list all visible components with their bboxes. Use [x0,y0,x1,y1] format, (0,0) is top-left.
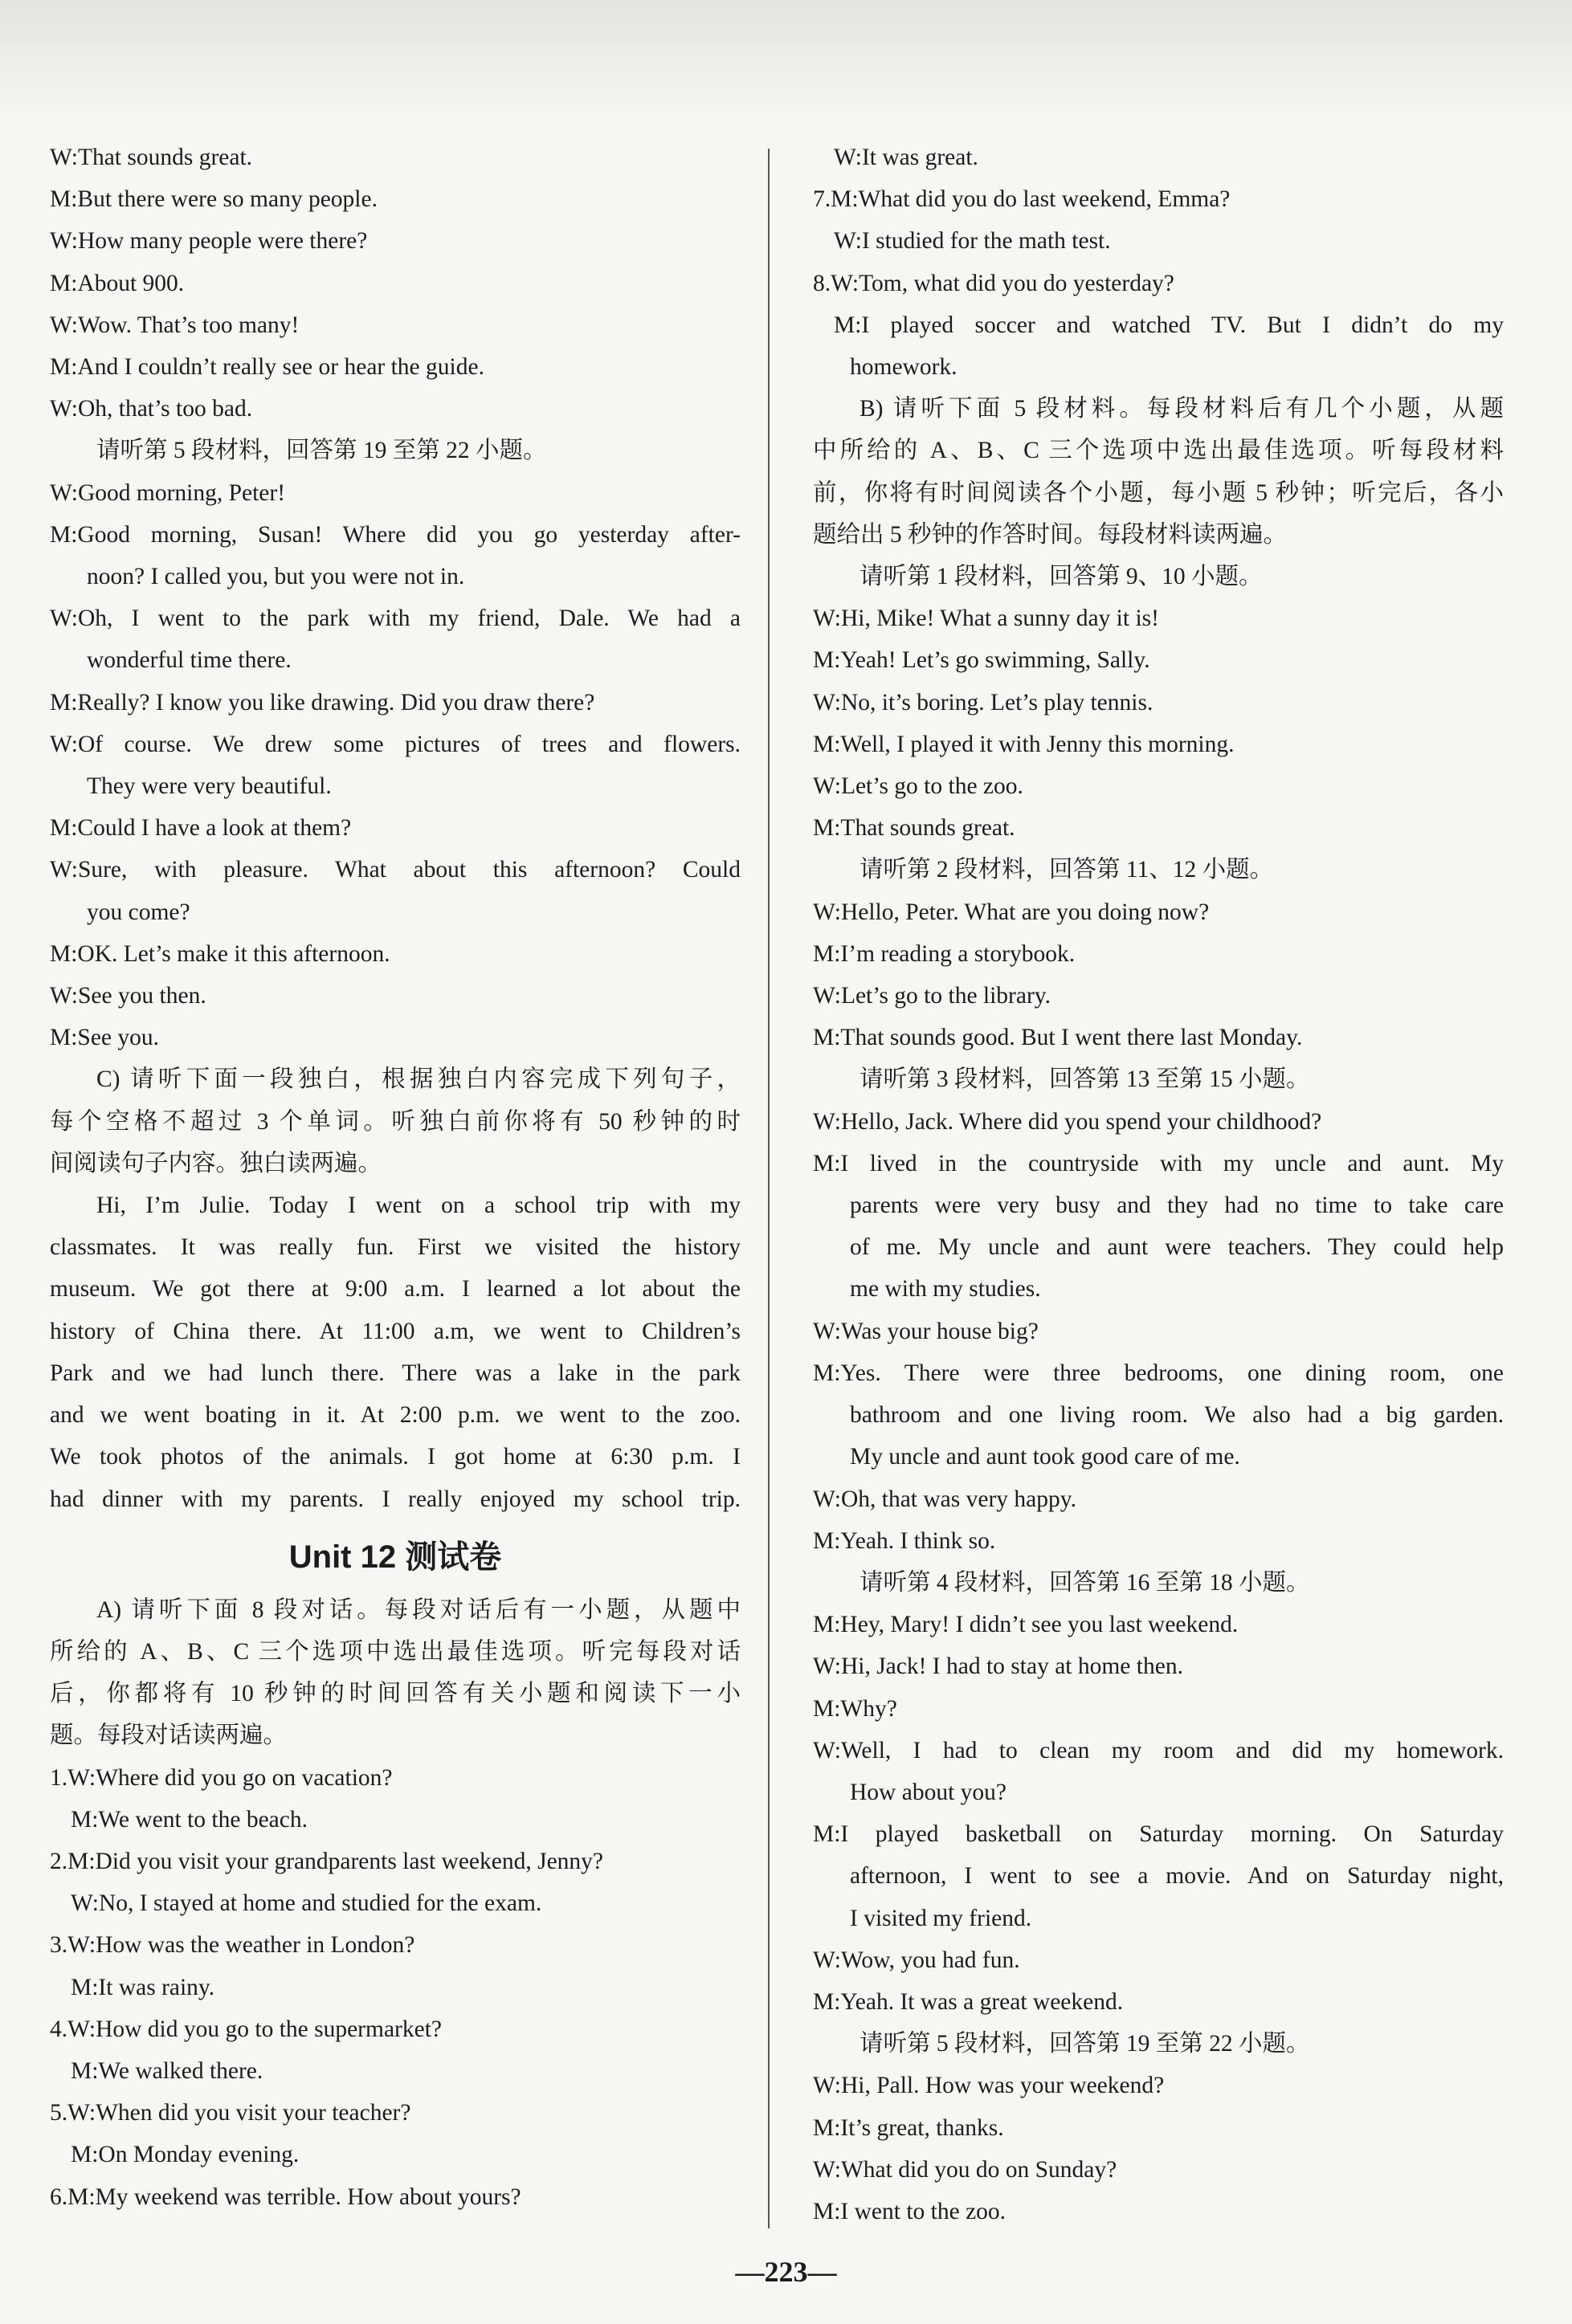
text-line: Park and we had lunch there. There was a lake in the park [50,1360,741,1386]
text-line: M:Really? I know you like drawing. Did you draw there? [50,689,595,716]
text-line: W:I studied for the math test. [834,228,1111,255]
text-line: M:I played basketball on Saturday morning. On Saturday [813,1821,1504,1848]
text-line: W:Hello, Peter. What are you doing now? [813,899,1210,925]
text-line: 每个空格不超过 3 个单词。听独白前你将有 50 秒钟的时 [50,1108,741,1135]
text-line: had dinner with my parents. I really enjoyed my school trip. [50,1486,741,1512]
text-line: 后，你都将有 10 秒钟的时间回答有关小题和阅读下一小 [50,1681,741,1707]
text-line: M:About 900. [50,270,185,296]
text-line: bathroom and one living room. We also had a big garden. [850,1402,1504,1429]
text-line: 7.M:What did you do last weekend, Emma? [813,186,1231,213]
text-line: M:Why? [813,1695,897,1722]
text-line: M:That sounds great. [813,815,1015,842]
text-line: M:I’m reading a storybook. [813,940,1076,967]
text-line: 请听第 5 段材料，回答第 19 至第 22 小题。 [859,2031,1310,2057]
scan-top-shadow [0,0,1572,120]
text-line: of me. My uncle and aunt were teachers. They could help [850,1234,1504,1261]
text-line: 4.W:How did you go to the supermarket? [50,2016,443,2042]
text-line: W:Let’s go to the library. [813,983,1051,1009]
text-line: classmates. It was really fun. First we visited the history [50,1234,741,1261]
text-line: W:No, I stayed at home and studied for the exam. [71,1890,542,1917]
section-title: Unit 12 测试卷 [288,1539,502,1575]
text-line: 前，你将有时间阅读各个小题，每小题 5 秒钟；听完后，各小 [813,479,1504,506]
text-line: W:It was great. [834,145,978,170]
text-line: W:Well, I had to clean my room and did my homework. [813,1737,1504,1763]
text-line: M:Could I have a look at them? [50,815,352,842]
text-line: W:Good morning, Peter! [50,479,286,506]
text-line: wonderful time there. [87,647,292,674]
text-line: W:See you then. [50,983,206,1009]
text-line: 请听第 3 段材料，回答第 13 至第 15 小题。 [859,1066,1310,1093]
text-line: M:OK. Let’s make it this afternoon. [50,940,390,967]
text-line: 1.W:Where did you go on vacation? [50,1764,393,1791]
text-line: 5.W:When did you visit your teacher? [50,2100,411,2126]
right-column [813,137,1504,2232]
text-line: I visited my friend. [850,1905,1032,1931]
text-line: M:But there were so many people. [50,186,378,213]
page-number: —223— [735,2256,837,2288]
text-line: W:Was your house big? [813,1318,1039,1344]
text-line: 中所给的 A、B、C 三个选项中选出最佳选项。听每段材料 [813,438,1504,464]
text-line: 间阅读句子内容。独白读两遍。 [50,1150,382,1176]
text-line: W:Hello, Jack. Where did you spend your childhood? [813,1108,1322,1135]
text-line: noon? I called you, but you were not in. [87,564,465,590]
text-line: W:That sounds great. [50,145,253,170]
text-line: M:Hey, Mary! I didn’t see you last weekend. [813,1612,1239,1638]
text-line: M:We walked there. [71,2057,263,2084]
text-line: M:Well, I played it with Jenny this morning. [813,731,1235,757]
text-line: M:I lived in the countryside with my uncle and aunt. My [813,1150,1504,1176]
text-line: M:Yeah. It was a great weekend. [813,1988,1124,2015]
text-line: 所给的 A、B、C 三个选项中选出最佳选项。听完每段对话 [50,1638,741,1665]
text-line: M:Yeah. I think so. [813,1527,996,1554]
text-line: homework. [850,354,957,381]
text-line: W:Sure, with pleasure. What about this afternoon? Could [50,857,741,883]
text-line: W:Hi, Jack! I had to stay at home then. [813,1653,1183,1680]
text-line: 3.W:How was the weather in London? [50,1932,415,1959]
text-line: parents were very busy and they had no time to take care [850,1193,1504,1219]
text-line: M:I went to the zoo. [813,2198,1006,2224]
text-line: 2.M:Did you visit your grandparents last weekend, Jenny? [50,1848,604,1874]
text-line: M:And I couldn’t really see or hear the guide. [50,354,484,381]
text-line: W:Let’s go to the zoo. [813,773,1023,800]
text-line: M:On Monday evening. [71,2142,300,2168]
text-line: M:We went to the beach. [71,1806,308,1833]
text-line: and we went boating in it. At 2:00 p.m. we went to the zoo. [50,1402,741,1429]
text-line: 8.W:Tom, what did you do yesterday? [813,270,1174,296]
text-line: 6.M:My weekend was terrible. How about yours? [50,2183,521,2210]
text-line: W:How many people were there? [50,228,368,255]
text-line: me with my studies. [850,1276,1041,1303]
column-divider [768,149,770,2228]
text-line: W:What did you do on Sunday? [813,2156,1117,2183]
text-line: M:I played soccer and watched TV. But I didn’t do my [834,312,1504,338]
text-line: A) 请听下面 8 段对话。每段对话后有一小题，从题中 [96,1596,741,1623]
text-line: M:Good morning, Susan! Where did you go yesterday after- [50,521,741,548]
text-line: W:Hi, Mike! What a sunny day it is! [813,605,1159,632]
text-line: 请听第 4 段材料，回答第 16 至第 18 小题。 [859,1569,1310,1596]
text-line: 请听第 2 段材料，回答第 11、12 小题。 [859,857,1274,883]
text-line: We took photos of the animals. I got home at 6:30 p.m. I [50,1444,741,1470]
text-line: M:It was rainy. [71,1974,215,2000]
text-line: M:See you. [50,1025,160,1051]
text-line: M:That sounds good. But I went there last Monday. [813,1025,1303,1051]
text-line: Hi, I’m Julie. Today I went on a school trip with my [96,1193,741,1219]
text-line: C) 请听下面一段独白，根据独白内容完成下列句子， [96,1066,741,1093]
text-line: 请听第 1 段材料，回答第 9、10 小题。 [859,564,1263,590]
text-line: museum. We got there at 9:00 a.m. I learned a lot about the [50,1276,741,1303]
text-line: 题。每段对话读两遍。 [50,1723,288,1749]
text-line: My uncle and aunt took good care of me. [850,1444,1240,1470]
text-line: W:Oh, that’s too bad. [50,396,253,422]
text-line: you come? [87,899,190,925]
text-line: W:No, it’s boring. Let’s play tennis. [813,689,1153,716]
text-line: They were very beautiful. [87,773,332,800]
text-line: W:Wow. That’s too many! [50,312,300,338]
text-line: W:Oh, that was very happy. [813,1486,1076,1512]
text-line: 请听第 5 段材料，回答第 19 至第 22 小题。 [96,438,547,464]
left-column [50,137,741,2218]
text-line: W:Of course. We drew some pictures of trees and flowers. [50,731,741,757]
text-line: M:Yeah! Let’s go swimming, Sally. [813,647,1150,674]
text-line: M:Yes. There were three bedrooms, one dining room, one [813,1360,1504,1386]
text-line: history of China there. At 11:00 a.m, we went to Children’s [50,1318,741,1344]
text-line: How about you? [850,1779,1006,1805]
text-line: W:Oh, I went to the park with my friend, Dale. We had a [50,605,741,632]
text-line: M:It’s great, thanks. [813,2114,1004,2141]
text-line: B) 请听下面 5 段材料。每段材料后有几个小题，从题 [859,396,1504,422]
text-line: 题给出 5 秒钟的作答时间。每段材料读两遍。 [813,521,1288,548]
text-line: afternoon, I went to see a movie. And on Saturday night, [850,1863,1504,1890]
text-line: W:Wow, you had fun. [813,1947,1020,1973]
text-line: W:Hi, Pall. How was your weekend? [813,2073,1165,2099]
